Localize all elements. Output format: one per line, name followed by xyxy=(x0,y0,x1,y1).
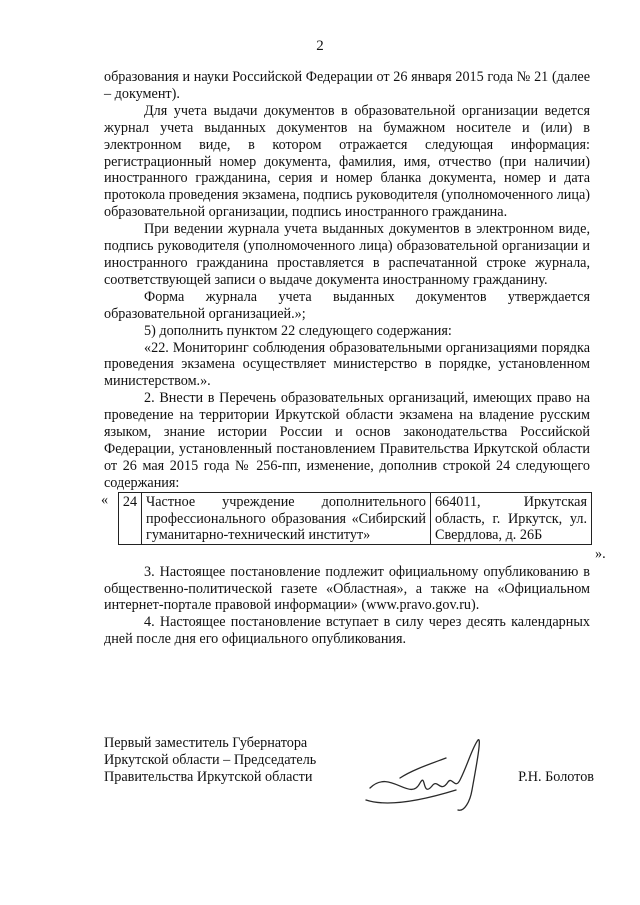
table-open-quote: « xyxy=(101,491,109,508)
paragraph-item-5: 5) дополнить пунктом 22 следующего содержания: xyxy=(144,322,452,339)
organization-name: Частное учреждение дополнительного профессионального образования «Сибирский гуманитарно-технический институт» xyxy=(142,492,431,545)
row-number: 24 xyxy=(119,492,142,545)
page-number: 2 xyxy=(316,38,324,54)
document-body xyxy=(101,69,606,648)
signatory-position-line2: Иркутской области – Председатель xyxy=(104,751,317,768)
paragraph-item-4: 4. Настоящее постановление вступает в силу через десять календарных дней после дня его официального опубликования. xyxy=(104,614,590,648)
signatory-name: Р.Н. Болотов xyxy=(518,769,594,785)
paragraph-item-22: «22. Мониторинг соблюдения образовательными организациями порядка проведения экзамена осуществляет министерство в порядке, установленном министерством.». xyxy=(104,339,590,390)
paragraph-continuation: образования и науки Российской Федерации от 26 января 2015 года № 21 (далее – документ). xyxy=(104,69,590,102)
organizations-table xyxy=(118,492,592,546)
signatory-position-line3: Правительства Иркутской области xyxy=(104,768,313,785)
signature-block xyxy=(104,735,594,786)
inserted-row-block xyxy=(101,491,606,564)
organization-address: 664011, Иркутская область, г. Иркутск, ул. Свердлова, д. 26Б xyxy=(431,492,592,545)
paragraph-journal-accounting: Для учета выдачи документов в образовательной организации ведется журнал учета выданных документов на бумажном носителе и (или) в электронном виде, в котором отражается следующая информация: регистрационный номер документа, фамилия, имя, отчество (при наличии) иностранного гражданина, серия и номер бланка документа, номер и дата протокола проведения экзамена, подпись руководителя (уполномоченного лица) образовательной организации, подпись иностранного гражданина. xyxy=(104,102,590,221)
table-row xyxy=(119,492,592,545)
table-close-quote: ». xyxy=(595,545,606,562)
paragraph-electronic-journal: При ведении журнала учета выданных документов в электронном виде, подпись руководителя (уполномоченного лица) образовательной организации и иностранного гражданина проставляется в распечатанной строке журнала, соответствующей записи о выдаче документа иностранному гражданину. xyxy=(104,221,590,288)
handwritten-signature-icon xyxy=(360,728,500,818)
paragraph-item-2: 2. Внести в Перечень образовательных организаций, имеющих право на проведение на территории Иркутской области экзамена на владение русским языком, знание истории России и основ законодательства Российской Федерации, установленный постановлением Правительства Иркутской области от 26 мая 2015 года № 256-пп, изменение, дополнив строкой 24 следующего содержания: xyxy=(104,390,590,491)
paragraph-item-3: 3. Настоящее постановление подлежит официальному опубликованию в общественно-политической газете «Областная», а также на «Официальном интернет-портале правовой информации» (www.pravo.gov.ru). xyxy=(104,563,590,614)
paragraph-journal-form: Форма журнала учета выданных документов утверждается образовательной организацией.»; xyxy=(104,288,590,322)
signatory-position-line1: Первый заместитель Губернатора xyxy=(104,735,308,751)
